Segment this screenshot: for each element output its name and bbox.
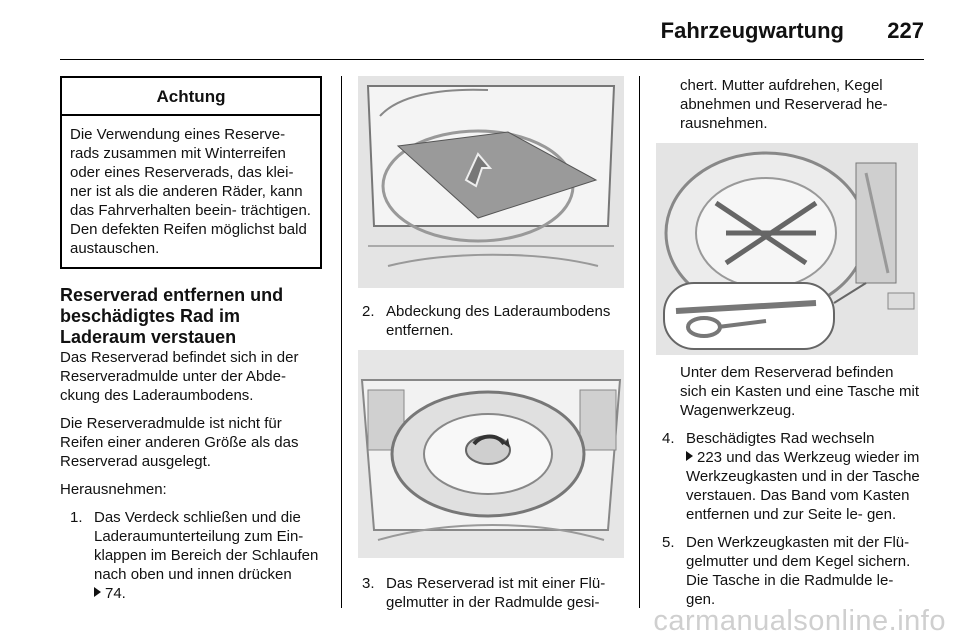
column-3 [656, 76, 924, 618]
column-divider-1 [341, 76, 342, 608]
paragraph-location: Das Reserverad befindet sich in der Reserveradmulde unter der Abde- ckung des Laderaumbodens. [60, 349, 299, 404]
step-3 [362, 574, 624, 612]
step-1 [70, 508, 326, 603]
warning-title: Achtung [62, 78, 320, 116]
step-number: 1. [70, 509, 83, 526]
step-text: Beschädigtes Rad wechseln [686, 430, 875, 447]
cross-reference-icon [686, 451, 693, 461]
page-header-title: Fahrzeugwartung [660, 18, 844, 43]
watermark: carmanualsonline.info [653, 605, 946, 637]
step-5 [662, 533, 924, 609]
column-1 [60, 76, 326, 612]
step-number: 5. [662, 534, 675, 551]
step-number: 2. [362, 303, 375, 320]
tool-kit-drawing [656, 143, 918, 355]
step-number: 3. [362, 575, 375, 592]
step-number: 4. [662, 430, 675, 447]
step-2 [362, 302, 624, 340]
paragraph-removal-intro: Herausnehmen: [60, 481, 167, 498]
column-divider-2 [639, 76, 640, 608]
tool-kit-caption: Unter dem Reserverad befinden sich ein Kasten und eine Tasche mit Wagenwerkzeug. [680, 364, 920, 419]
step-reference[interactable]: 223 und das Werkzeug wieder im Werkzeugkasten und in der Tasche verstauen. Das Band vom Kasten entfernen und zur Seite le- gen. [686, 449, 920, 523]
paragraph-size-note: Die Reserveradmulde ist nicht für Reifen einer anderen Größe als das Reserverad ausgelegt. [60, 415, 299, 470]
warning-text: Die Verwendung eines Reserve- rads zusammen mit Winterreifen oder eines Reserverads, das klei- ner ist als die anderen Räder, kann das Fahrverhalten beein- trächtigen. Den defekten Reifen möglichst bald austauschen. [70, 126, 311, 257]
step-text: Das Reserverad ist mit einer Flü- gelmutter in der Radmulde gesi- [386, 575, 606, 611]
spare-wheel-illustration [358, 350, 624, 558]
step-text: Den Werkzeugkasten mit der Flü- gelmutter und dem Kegel sichern. Die Tasche in die Radmulde le- gen. [686, 534, 911, 608]
cross-reference-icon [94, 587, 101, 597]
step-4 [662, 429, 924, 524]
spare-wheel-drawing [358, 350, 624, 558]
step-text: Abdeckung des Laderaumbodens entfernen. [386, 303, 611, 339]
section-heading: Reserverad entfernen und beschädigtes Rad im Laderaum verstauen [60, 285, 284, 347]
warning-box [60, 76, 322, 269]
column-2 [358, 76, 624, 621]
header-rule [60, 59, 924, 60]
trunk-floor-cover-drawing [358, 76, 624, 288]
trunk-floor-cover-illustration [358, 76, 624, 288]
page-number: 227 [887, 18, 924, 43]
step-text: Das Verdeck schließen und die Laderaumunterteilung zum Ein- klappen im Bereich der Schlaufen nach oben und innen drücken [94, 509, 319, 583]
step-reference[interactable]: 74. [105, 585, 126, 602]
tool-kit-illustration [656, 143, 918, 355]
step-3-continuation: chert. Mutter aufdrehen, Kegel abnehmen und Reserverad he- rausnehmen. [680, 77, 888, 132]
